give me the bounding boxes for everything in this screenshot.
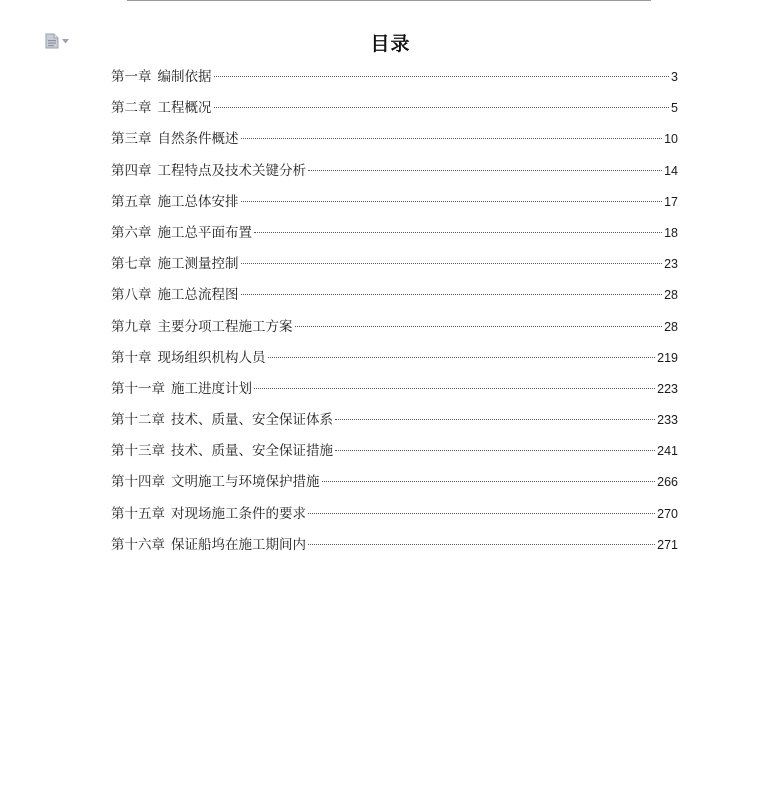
toc-dot-leader	[268, 357, 656, 358]
page-top-border	[127, 0, 651, 1]
toc-chapter-title: 施工测量控制	[157, 256, 239, 273]
toc-page-number: 241	[657, 444, 678, 459]
toc-chapter-title: 现场组织机构人员	[157, 349, 266, 366]
toc-page-number: 219	[657, 350, 678, 365]
toc-chapter-title: 技术、质量、安全保证体系	[171, 412, 333, 429]
toc-page-number: 271	[657, 537, 678, 552]
toc-dot-leader	[241, 263, 663, 264]
toc-dot-leader	[214, 76, 670, 77]
toc-dot-leader	[308, 513, 655, 514]
toc-entry[interactable]	[111, 347, 678, 378]
toc-chapter-title: 施工总体安排	[157, 193, 239, 210]
toc-page-number: 17	[664, 194, 678, 209]
toc-chapter-number: 第五章	[111, 193, 152, 210]
toc-chapter-number: 第十章	[111, 349, 152, 366]
toc-entry[interactable]	[111, 253, 678, 284]
toc-entry[interactable]	[111, 284, 678, 315]
toc-page-number: 14	[664, 163, 678, 178]
toc-dot-leader	[308, 170, 662, 171]
toc-dot-leader	[254, 232, 662, 233]
toc-entry[interactable]	[111, 97, 678, 128]
toc-page-number: 28	[664, 319, 678, 334]
toc-dot-leader	[241, 294, 663, 295]
toc-entry[interactable]	[111, 471, 678, 502]
toc-chapter-title: 编制依据	[157, 69, 212, 85]
toc-chapter-number: 第六章	[111, 224, 152, 241]
toc-page-number: 28	[664, 288, 678, 303]
toc-page-number: 270	[657, 506, 678, 521]
toc-chapter-title: 工程概况	[157, 100, 212, 117]
toc-chapter-title: 施工进度计划	[171, 380, 252, 397]
toc-chapter-title: 工程特点及技术关键分析	[157, 162, 306, 179]
toc-dot-leader	[322, 481, 656, 482]
toc-page-number: 5	[671, 101, 678, 116]
toc-entry[interactable]	[111, 222, 678, 253]
toc-entry[interactable]	[111, 440, 678, 471]
toc-page-number: 233	[657, 413, 678, 428]
toc-chapter-number: 第一章	[111, 69, 152, 85]
toc-chapter-number: 第十三章	[111, 443, 165, 460]
toc-page-number: 23	[664, 257, 678, 272]
toc-page-number: 18	[664, 225, 678, 240]
toc-chapter-number: 第十一章	[111, 380, 165, 397]
toc-chapter-number: 第二章	[111, 100, 152, 117]
toc-chapter-title: 保证船坞在施工期间内	[171, 536, 306, 553]
toc-dot-leader	[241, 201, 663, 202]
toc-entry[interactable]	[111, 160, 678, 191]
toc-entry[interactable]	[111, 66, 678, 97]
toc-dot-leader	[254, 388, 655, 389]
toc-chapter-title: 技术、质量、安全保证措施	[171, 443, 333, 460]
toc-chapter-number: 第十二章	[111, 412, 165, 429]
toc-dot-leader	[335, 450, 655, 451]
toc-chapter-title: 主要分项工程施工方案	[157, 318, 293, 335]
toc-chapter-title: 施工总流程图	[157, 287, 239, 304]
toc-entry[interactable]	[111, 128, 678, 159]
toc-entry[interactable]	[111, 409, 678, 440]
toc-chapter-number: 第十四章	[111, 474, 165, 491]
toc-chapter-title: 自然条件概述	[157, 131, 239, 148]
toc-dot-leader	[241, 138, 663, 139]
toc-chapter-number: 第八章	[111, 287, 152, 304]
toc-chapter-number: 第十五章	[111, 505, 165, 522]
toc-dot-leader	[295, 326, 663, 327]
toc-chapter-number: 第十六章	[111, 536, 165, 553]
toc-dot-leader	[214, 107, 670, 108]
toc-entry[interactable]	[111, 316, 678, 347]
toc-page-number: 3	[671, 70, 678, 84]
toc-entry[interactable]	[111, 191, 678, 222]
toc-page-number: 223	[657, 381, 678, 396]
table-of-contents	[111, 66, 678, 565]
toc-chapter-number: 第九章	[111, 318, 152, 335]
toc-entry[interactable]	[111, 534, 678, 565]
toc-chapter-number: 第三章	[111, 131, 152, 148]
toc-chapter-title: 文明施工与环境保护措施	[171, 474, 320, 491]
toc-dot-leader	[335, 419, 655, 420]
toc-chapter-number: 第四章	[111, 162, 152, 179]
toc-entry[interactable]	[111, 378, 678, 409]
toc-dot-leader	[308, 544, 655, 545]
toc-title: 目录	[370, 33, 411, 55]
toc-chapter-number: 第七章	[111, 256, 152, 273]
toc-chapter-title: 对现场施工条件的要求	[171, 505, 306, 522]
toc-chapter-title: 施工总平面布置	[157, 224, 252, 241]
toc-page-number: 10	[664, 132, 678, 147]
toc-page-number: 266	[657, 475, 678, 490]
toc-entry[interactable]	[111, 503, 678, 534]
